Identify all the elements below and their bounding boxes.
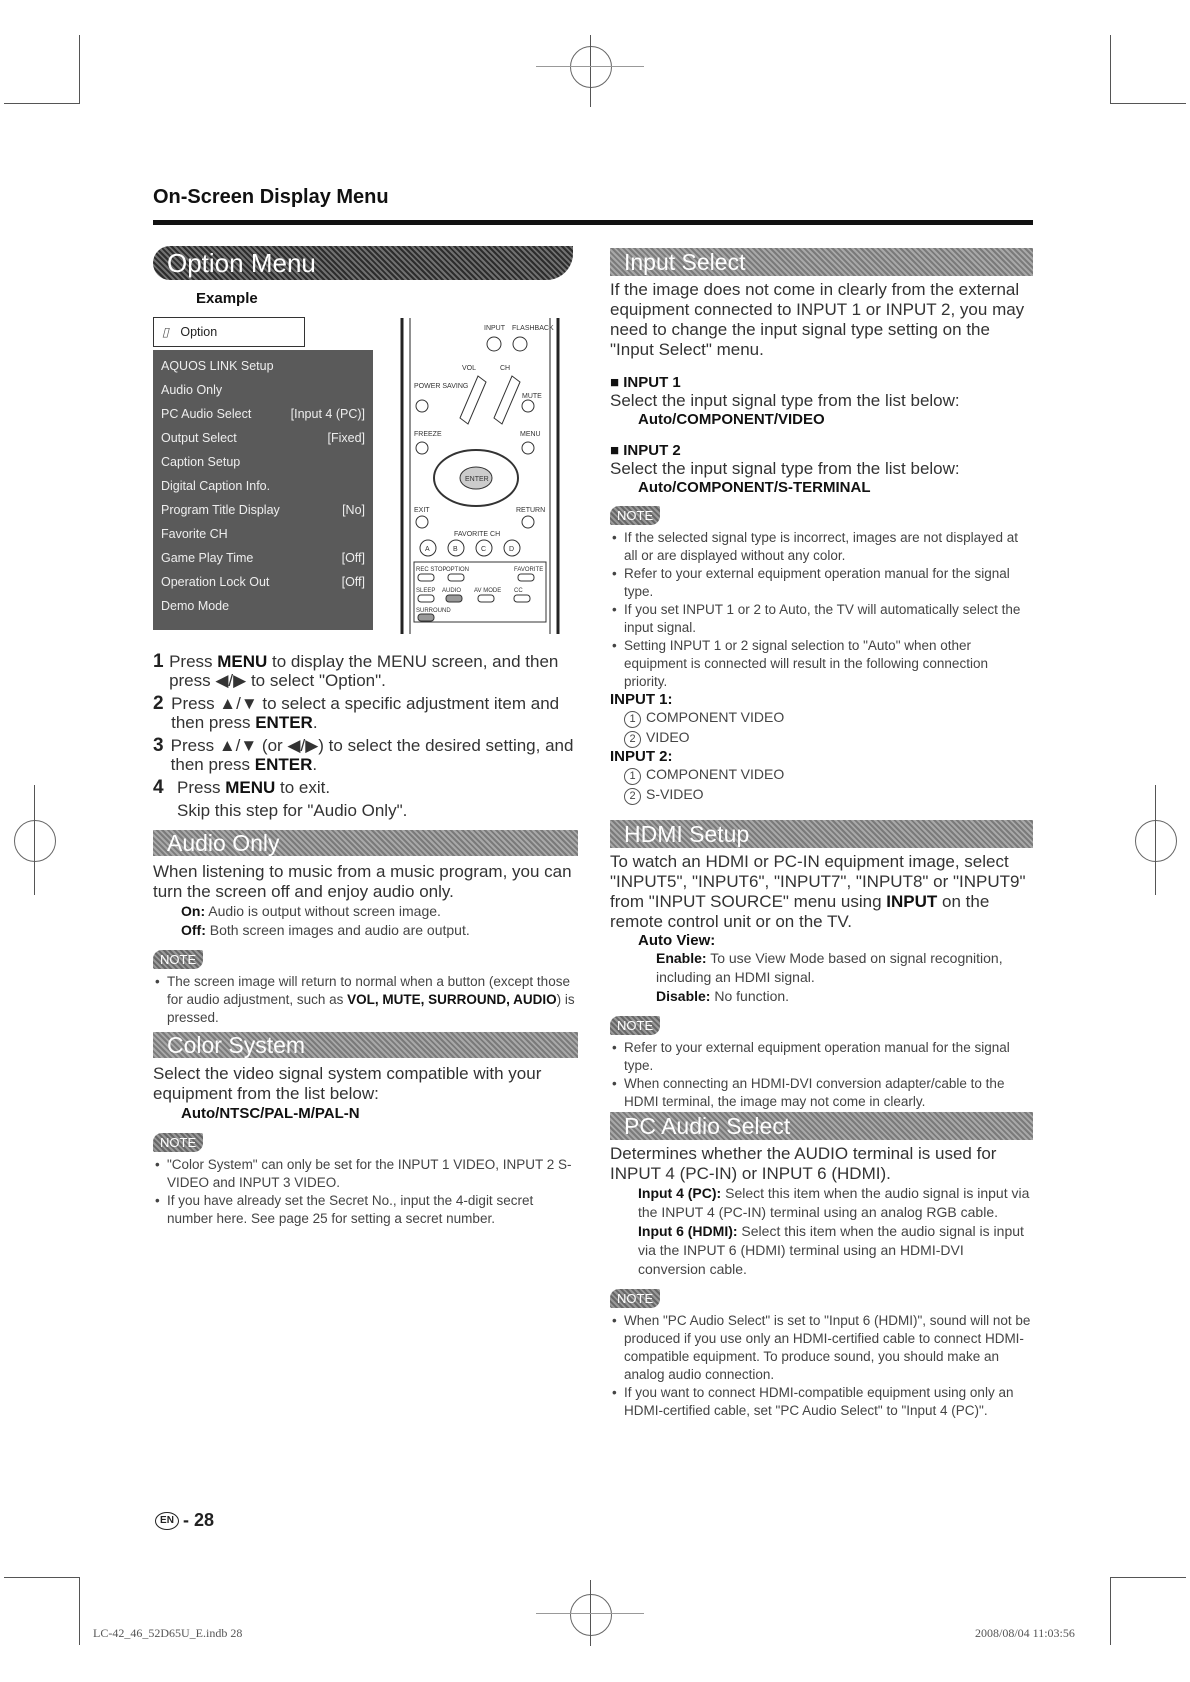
menu-item-value: [Fixed] xyxy=(327,431,365,445)
note-heading xyxy=(610,506,1033,525)
step-key: MENU xyxy=(225,778,276,797)
note-item: • If the selected signal type is incorrect, images are not displayed at all or are displayed without any color. xyxy=(610,529,1033,565)
auto-view-heading: Auto View: xyxy=(638,932,716,949)
crop-mark xyxy=(1110,1577,1111,1645)
remote-cc-label: CC xyxy=(514,588,523,594)
auto-view-disable xyxy=(656,987,1033,1006)
menu-item-audio-only[interactable] xyxy=(153,378,373,402)
arrow-keys-icon: ◀/▶ xyxy=(215,671,247,690)
priority-item xyxy=(624,728,1033,748)
note-badge-icon: NOTE xyxy=(153,950,203,969)
hdmi-setup-banner: HDMI Setup xyxy=(610,820,1033,848)
menu-item-label: Audio Only xyxy=(161,383,223,397)
pc-audio-intro: Determines whether the AUDIO terminal is used for INPUT 4 (PC-IN) or INPUT 6 (HDMI). xyxy=(610,1144,997,1183)
note-text: The screen image will return to normal when a button (except those for audio adjustment, such as xyxy=(167,974,570,1007)
intro-text: To watch an HDMI or PC-IN equipment image, select "INPUT5", "INPUT6", "INPUT7", "INPUT8" or "INPUT9" from "INPUT SOURCE" menu using xyxy=(610,852,1026,911)
menu-item-label: Program Title Display xyxy=(161,503,280,517)
crop-mark xyxy=(79,35,80,104)
note-item: • If you set INPUT 1 or 2 to Auto, the TV will automatically select the input signal. xyxy=(610,601,1033,637)
option-menu-list xyxy=(153,350,373,630)
arrow-keys-icon: ▲/▼ xyxy=(218,736,258,755)
step-2: 2 Press ▲/▼ to select a specific adjustment item and then press ENTER. xyxy=(153,693,560,732)
step-text: Press xyxy=(169,652,218,671)
note-heading xyxy=(153,1133,578,1152)
circled-1-icon: 1 xyxy=(624,711,641,728)
option-text: No function. xyxy=(710,988,790,1004)
menu-item-program-title-display[interactable] xyxy=(153,498,373,522)
menu-item-pc-audio-select[interactable] xyxy=(153,402,373,426)
menu-item-favorite-ch[interactable] xyxy=(153,522,373,546)
menu-item-label: Operation Lock Out xyxy=(161,575,270,589)
option-text: Both screen images and audio are output. xyxy=(205,922,470,938)
color-system-section xyxy=(153,1064,578,1228)
step-text: Press xyxy=(171,694,220,713)
menu-item-digital-caption-info[interactable] xyxy=(153,474,373,498)
pc-audio-select-section xyxy=(610,1144,1033,1420)
audio-only-section xyxy=(153,862,578,1027)
note-item: • "Color System" can only be set for the INPUT 1 VIDEO, INPUT 2 S-VIDEO and INPUT 3 VIDEO. xyxy=(153,1156,578,1192)
registration-mark xyxy=(1135,820,1177,862)
option-text: To use View Mode based on signal recognition, including an HDMI signal. xyxy=(656,950,1003,985)
crop-mark xyxy=(34,785,35,895)
option-box-label: Option xyxy=(180,325,218,339)
remote-av-mode-label: AV MODE xyxy=(474,588,502,594)
priority-item xyxy=(624,708,1033,728)
registration-mark xyxy=(570,46,612,88)
step-key: ENTER xyxy=(255,713,313,732)
remote-menu-label: MENU xyxy=(520,431,541,438)
menu-item-label: Demo Mode xyxy=(161,599,230,613)
step-3: 3 Press ▲/▼ (or ◀/▶) to select the desired setting, and then press ENTER. xyxy=(153,735,574,774)
note-item: • When connecting an HDMI-DVI conversion adapter/cable to the HDMI terminal, the image may not come in clearly. xyxy=(610,1075,1033,1111)
note-item: • When "PC Audio Select" is set to "Input 6 (HDMI)", sound will not be produced if you use only an HDMI-certified cable to connect HDMI-compatible equipment. To produce sound, you should make an analog audio connection. xyxy=(610,1312,1033,1384)
option-label: Disable: xyxy=(656,988,711,1004)
crop-mark xyxy=(4,1577,80,1578)
title-rule xyxy=(153,220,1033,225)
note-heading xyxy=(153,950,578,969)
priority-input2-heading: INPUT 2: xyxy=(610,748,673,765)
hdmi-setup-notes xyxy=(610,1039,1033,1111)
crop-mark xyxy=(4,103,80,104)
note-item: • If you have already set the Secret No., input the 4-digit secret number here. See page 25 for setting a secret number. xyxy=(153,1192,578,1228)
step-text: to select "Option". xyxy=(246,671,386,690)
option-label: Input 6 (HDMI): xyxy=(638,1223,738,1239)
crop-mark xyxy=(1110,1577,1186,1578)
priority-item xyxy=(624,765,1033,785)
menu-item-value: [Input 4 (PC)] xyxy=(290,407,365,421)
note-badge-icon: NOTE xyxy=(153,1133,203,1152)
option-label: On: xyxy=(181,903,206,919)
input1-options: Auto/COMPONENT/VIDEO xyxy=(638,411,825,428)
registration-mark xyxy=(570,1594,612,1636)
step-key: MENU xyxy=(217,652,268,671)
remote-favorite-label: FAVORITE xyxy=(514,567,544,573)
option-label: Enable: xyxy=(656,950,707,966)
remote-key-a: A xyxy=(425,546,430,553)
note-badge-icon: NOTE xyxy=(610,1289,660,1308)
input2-options: Auto/COMPONENT/S-TERMINAL xyxy=(638,479,871,496)
priority-item xyxy=(624,785,1033,805)
note-badge-icon: NOTE xyxy=(610,1016,660,1035)
crop-mark xyxy=(1110,103,1186,104)
step-number: 3 xyxy=(153,735,164,756)
steps-list xyxy=(153,652,578,821)
menu-item-label: Digital Caption Info. xyxy=(161,479,271,493)
color-system-options: Auto/NTSC/PAL-M/PAL-N xyxy=(181,1105,360,1122)
step-4 xyxy=(153,778,578,797)
remote-surround-label: SURROUND xyxy=(416,608,451,614)
input2-heading-text: INPUT 2 xyxy=(623,442,681,459)
pc-audio-select-banner: PC Audio Select xyxy=(610,1112,1033,1140)
crop-mark xyxy=(536,1613,644,1614)
color-system-notes xyxy=(153,1156,578,1228)
remote-control-illustration xyxy=(400,318,560,634)
example-label: Example xyxy=(196,290,258,307)
remote-freeze-label: FREEZE xyxy=(414,431,442,438)
input2-text: Select the input signal type from the list below: xyxy=(610,459,960,478)
step-number: 4 xyxy=(153,777,164,798)
step-number: 1 xyxy=(153,651,164,672)
input1-heading: ■ INPUT 1 xyxy=(610,374,681,391)
audio-only-off xyxy=(181,921,578,940)
option-icon: ▯ xyxy=(162,325,169,339)
audio-only-banner: Audio Only xyxy=(153,830,578,856)
note-item: • Setting INPUT 1 or 2 signal selection to "Auto" when other equipment is connected will result in the following connection priority. xyxy=(610,637,1033,691)
input-select-notes xyxy=(610,529,1033,691)
hdmi-setup-section xyxy=(610,852,1033,1111)
remote-favorite-ch-label: FAVORITE CH xyxy=(454,531,501,538)
color-system-banner: Color System xyxy=(153,1032,578,1058)
note-item: • Refer to your external equipment operation manual for the signal type. xyxy=(610,565,1033,601)
priority-text: S-VIDEO xyxy=(646,786,704,802)
print-file-name: LC-42_46_52D65U_E.indb 28 xyxy=(93,1626,243,1640)
remote-mute-label: MUTE xyxy=(522,393,542,400)
step-1 xyxy=(153,652,578,690)
remote-key-c: C xyxy=(481,546,487,553)
input1-text: Select the input signal type from the list below: xyxy=(610,391,960,410)
crop-mark xyxy=(590,35,591,107)
page-number xyxy=(155,1510,214,1531)
step-text: (or ◀/▶) to select the desired setting, and then press xyxy=(170,736,574,774)
option-label: Off: xyxy=(181,922,206,938)
remote-enter-label: ENTER xyxy=(465,476,489,483)
remote-option-label: OPTION xyxy=(446,567,470,573)
audio-only-intro: When listening to music from a music program, you can turn the screen off and enjoy audio only. xyxy=(153,862,572,901)
step-text: to exit. xyxy=(275,778,331,797)
remote-flashback-label: FLASHBACK xyxy=(512,325,554,332)
page-title: On-Screen Display Menu xyxy=(153,186,389,208)
input1-heading-text: INPUT 1 xyxy=(623,374,681,391)
input-select-banner: Input Select xyxy=(610,248,1033,276)
note-badge-icon: NOTE xyxy=(610,506,660,525)
audio-only-notes xyxy=(153,973,578,1027)
priority-text: COMPONENT VIDEO xyxy=(646,709,785,725)
remote-key-d: D xyxy=(509,546,515,553)
remote-exit-label: EXIT xyxy=(414,507,430,514)
circled-1-icon: 1 xyxy=(624,768,641,785)
crop-mark xyxy=(1155,785,1156,895)
page-number-text: - 28 xyxy=(183,1510,215,1530)
menu-item-value: [Off] xyxy=(341,575,365,589)
priority-text: VIDEO xyxy=(646,729,690,745)
priority-input1-heading: INPUT 1: xyxy=(610,691,673,708)
step-key: ENTER xyxy=(254,755,313,774)
circled-2-icon: 2 xyxy=(624,788,641,805)
menu-item-caption-setup[interactable] xyxy=(153,450,373,474)
priority-text: COMPONENT VIDEO xyxy=(646,766,785,782)
audio-only-on xyxy=(181,902,578,921)
remote-return-label: RETURN xyxy=(516,507,546,514)
step-text: Press xyxy=(177,778,226,797)
remote-control-svg xyxy=(400,318,560,634)
crop-mark xyxy=(536,66,644,67)
step-text: to select a specific adjustment item and then press xyxy=(171,694,560,732)
menu-item-value: [No] xyxy=(342,503,365,517)
menu-item-label: Game Play Time xyxy=(161,551,254,565)
menu-item-label: Output Select xyxy=(161,431,237,445)
pc-audio-input6 xyxy=(638,1222,1033,1279)
input-select-section xyxy=(610,280,1033,805)
remote-ch-label: CH xyxy=(500,365,511,372)
auto-view-enable xyxy=(656,949,1033,987)
intro-key: INPUT xyxy=(886,892,938,911)
option-text: Audio is output without screen image. xyxy=(205,903,441,919)
input2-heading: ■ INPUT 2 xyxy=(610,442,681,459)
print-timestamp: 2008/08/04 11:03:56 xyxy=(975,1626,1075,1640)
option-text: Select this item when the audio signal is input via the INPUT 4 (PC-IN) terminal using an analog RGB cable. xyxy=(638,1185,1030,1220)
step-text: to display the MENU screen, and then press xyxy=(169,652,559,690)
note-item: • If you want to connect HDMI-compatible equipment using only an HDMI-certified cable, set "PC Audio Select" to "Input 4 (PC)". xyxy=(610,1384,1033,1420)
remote-sleep-label: SLEEP xyxy=(416,588,436,594)
note-heading xyxy=(610,1016,1033,1035)
menu-item-aquos-link-setup[interactable] xyxy=(153,354,373,378)
note-heading xyxy=(610,1289,1033,1308)
option-title-box xyxy=(153,317,305,347)
step-number: 2 xyxy=(153,693,164,714)
menu-item-value: [Off] xyxy=(341,551,365,565)
note-text: ) is pressed. xyxy=(167,992,575,1025)
arrow-keys-icon: ▲/▼ xyxy=(219,694,258,713)
note-item: • Refer to your external equipment operation manual for the signal type. xyxy=(610,1039,1033,1075)
menu-item-label: Caption Setup xyxy=(161,455,241,469)
crop-mark xyxy=(1110,35,1111,104)
remote-power-saving-label: POWER SAVING xyxy=(414,383,469,390)
language-badge-icon: EN xyxy=(155,1512,179,1530)
remote-rec-stop-label: REC STOP xyxy=(416,567,447,573)
registration-mark xyxy=(14,820,56,862)
menu-item-label: PC Audio Select xyxy=(161,407,252,421)
remote-vol-label: VOL xyxy=(462,365,477,372)
menu-item-demo-mode[interactable] xyxy=(153,594,373,618)
note-item xyxy=(153,973,578,1027)
pc-audio-input4 xyxy=(638,1184,1033,1222)
circled-2-icon: 2 xyxy=(624,731,641,748)
skip-note: Skip this step for "Audio Only". xyxy=(177,801,408,820)
option-label: Input 4 (PC): xyxy=(638,1185,722,1201)
color-system-intro: Select the video signal system compatible with your equipment from the list below: xyxy=(153,1064,542,1103)
note-keys: VOL, MUTE, SURROUND, AUDIO xyxy=(347,992,557,1007)
menu-item-game-play-time[interactable] xyxy=(153,546,373,570)
remote-key-b: B xyxy=(453,546,458,553)
remote-input-label: INPUT xyxy=(484,325,505,332)
input-select-intro: If the image does not come in clearly from the external equipment connected to INPUT 1 or INPUT 2, you may need to change the input signal type setting on the "Input Select" menu. xyxy=(610,280,1025,359)
remote-audio-label: AUDIO xyxy=(442,588,462,594)
crop-mark xyxy=(79,1577,80,1645)
menu-item-label: Favorite CH xyxy=(161,527,228,541)
option-text: Select this item when the audio signal is input via the INPUT 6 (HDMI) terminal using an HDMI-DVI conversion cable. xyxy=(638,1223,1024,1277)
intro-text: on the remote control unit or on the TV. xyxy=(610,892,990,931)
menu-item-output-select[interactable] xyxy=(153,426,373,450)
step-text: Press xyxy=(170,736,219,755)
hdmi-setup-intro xyxy=(610,852,1033,932)
menu-item-label: AQUOS LINK Setup xyxy=(161,359,274,373)
pc-audio-notes xyxy=(610,1312,1033,1420)
menu-item-operation-lock-out[interactable] xyxy=(153,570,373,594)
option-menu-banner: Option Menu xyxy=(153,246,573,280)
